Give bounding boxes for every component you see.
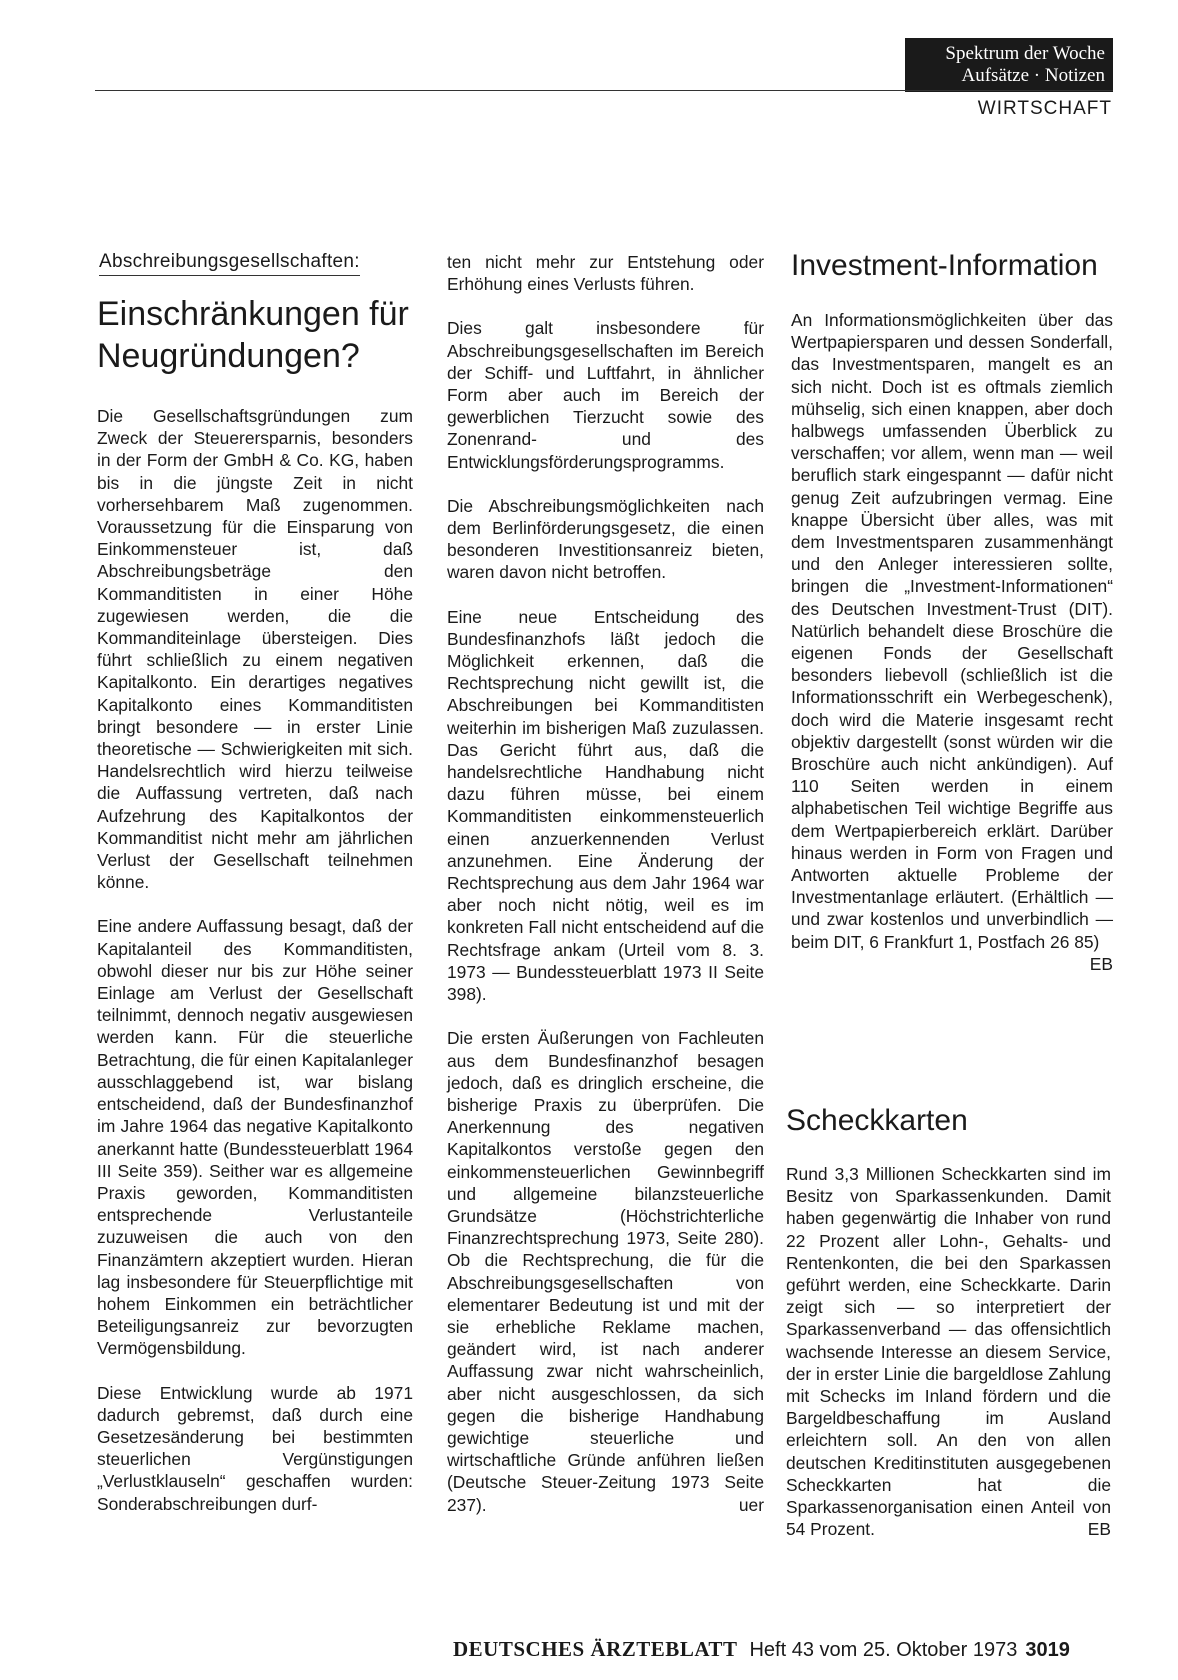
page-footer <box>453 1637 1070 1662</box>
article1-paragraph: Die Abschreibungsmöglichkeiten nach dem Berlinförderungsgesetz, die einen besonderen Investitionsanreiz bieten, waren davon nicht betroffen. <box>447 495 764 583</box>
article1-paragraph: Diese Entwicklung wurde ab 1971 dadurch gebremst, daß durch eine Gesetzesänderung bei bestimmten steuerlichen Vergünstigungen „Verlustklauseln“ geschaffen wurden: Sonderabschreibungen durf- <box>97 1382 413 1514</box>
journal-name: DEUTSCHES ÄRZTEBLATT <box>453 1637 738 1661</box>
article1-column-2 <box>447 251 764 1538</box>
article3-column <box>786 1163 1111 1562</box>
issue-info: Heft 43 vom 25. Oktober 1973 <box>749 1639 1018 1661</box>
article2-body: An Informationsmöglichkeiten über das Wertpapiersparen und dessen Sonderfall, das Investmentsparen, mangelt es an sich nicht. Doch ist es oftmals ziemlich mühselig, sich einen knappen, aber doch halbwegs umfassenden Überblick zu verschaffen; vor allem, wenn man — weil beruflich stark eingespannt — dafür nicht genug Zeit aufzubringen vermag. Eine knappe Übersicht über alles, was mit dem Investmentsparen zusammenhängt und den Anleger interessieren sollte, bringen die „Investment-Informationen“ des Deutschen Investment-Trust (DIT). Natürlich behandelt diese Broschüre die eigenen Fonds der Gesellschaft besonders liebevoll (schließlich ist die Informationsschrift ein Werbegeschenk), doch wird die Materie insgesamt recht objektiv dargestellt (sonst würden wir die Broschüre auch nicht ankündigen). Auf 110 Seiten werden in einem alphabetischen Teil wichtige Begriffe aus dem Wertpapierbereich erklärt. Darüber hinaus werden in Form von Fragen und Antworten aktuelle Probleme der Investmentanlage erläutert. (Erhältlich — und zwar kostenlos und unverbindlich — beim DIT, 6 Frankfurt 1, Postfach 26 85) <box>791 310 1113 952</box>
section-label-line2: Aufsätze · Notizen <box>961 65 1105 86</box>
section-label <box>905 38 1113 92</box>
article2-headline: Investment-Information <box>791 249 1098 282</box>
article1-paragraph: Eine andere Auffassung besagt, daß der Kapitalanteil des Kommanditisten, obwohl dieser nur bis zur Höhe seiner Einlage am Verlust der Gesellschaft teilnimmt, dennoch negativ ausgewiesen werden kann. Für die steuerliche Betrachtung, die für einen Kapitalanleger ausschlaggebend ist, war bislang entscheidend, daß der Bundesfinanzhof im Jahre 1964 das negative Kapitalkonto anerkannt hatte (Bundessteuerblatt 1964 III Seite 359). Seither war es allgemeine Praxis geworden, Kommanditisten entsprechende Verlustanteile zuzuweisen die auch von den Finanzämtern akzeptiert wurden. Hieran lag insbesondere für Steuerpflichtige mit hohem Einkommen ein beträchtlicher Beteiligungsanreiz zur bevorzugten Vermögensbildung. <box>97 916 413 1359</box>
article2-column <box>791 309 1113 975</box>
article3-paragraph <box>786 1163 1111 1540</box>
article1-column-1 <box>97 405 413 1537</box>
article1-kicker: Abschreibungsgesellschaften: <box>99 251 360 276</box>
article1-headline: Einschränkungen für Neugründungen? <box>97 295 409 375</box>
ressort-label: WIRTSCHAFT <box>977 98 1112 119</box>
article1-signature: uer <box>738 1494 764 1515</box>
article1-paragraph: Die Gesellschaftsgründungen zum Zweck der Steuerersparnis, besonders in der Form der GmbH & Co. KG, haben bis in die jüngste Zeit in nicht vorhersehbarem Maß zugenommen. Voraussetzung für die Einsparung von Einkommensteuer ist, daß Abschreibungsbeträge den Kommanditisten in einer Höhe zugewiesen werden, die die Kommanditeinlage übersteigen. Dies führt schließlich zu einem negativen Kapitalkonto. Ein derartiges negatives Kapitalkonto eines Kommanditisten bringt besondere — in erster Linie theoretische — Schwierigkeiten mit sich. Handelsrechtlich wird hierzu teilweise die Auffassung vertreten, daß nach Aufzehrung des Kapitalkontos der Kommanditist nicht mehr am jährlichen Verlust der Gesellschaft teilnehmen könne. <box>97 406 413 893</box>
article2-paragraph <box>791 309 1113 974</box>
article1-paragraph: ten nicht mehr zur Entstehung oder Erhöhung eines Verlusts führen. <box>447 252 764 295</box>
article1-paragraph-text: Die ersten Äußerungen von Fachleuten aus dem Bundesfinanzhof besagen jedoch, daß es dringlich erscheine, die bisherige Praxis zu überprüfen. Die Anerkennung des negativen Kapitalkontos verstoße gegen den einkommensteuerlichen Gewinnbegriff und allgemeine bilanzsteuerliche Grundsätze (Höchstrichterliche Finanzrechtsprechung 1973, Seite 280). Ob die Rechtsprechung, die für die Abschreibungsgesellschaften von elementarer Bedeutung ist und mit der sie erhebliche Reklame machen, geändert wird, ist nach anderer Auffassung zwar nicht wahrscheinlich, aber nicht ausgeschlossen, da sich gegen die bisherige Handhabung gewichtige steuerliche und wirtschaftliche Gründe anführen ließen (Deutsche Steuer-Zeitung 1973 Seite 237). <box>447 1028 764 1515</box>
article2-signature: EB <box>1089 953 1113 974</box>
section-label-line1: Spektrum der Woche <box>945 43 1105 64</box>
page-number: 3019 <box>1025 1639 1070 1661</box>
article1-paragraph: Eine neue Entscheidung des Bundesfinanzhofs läßt jedoch die Möglichkeit erkennen, daß die Rechtsprechung nicht gewillt ist, die Abschreibungen bei Kommanditisten weiterhin im bisherigen Maß zuzulassen. Das Gericht führt aus, daß die handelsrechtliche Handhabung nicht dazu führen müsse, bei einem Kommanditisten einkommensteuerlich einen anzuerkennenden Verlust anzunehmen. Eine Änderung der Rechtsprechung aus dem Jahr 1964 war aber noch nicht nötig, weil es im konkreten Fall nicht entscheidend auf die Rechtsfrage ankam (Urteil vom 8. 3. 1973 — Bundessteuerblatt 1973 II Seite 398). <box>447 606 764 1005</box>
article3-signature: EB <box>1087 1519 1111 1540</box>
article3-headline: Scheckkarten <box>786 1104 968 1137</box>
header-rule <box>95 90 1113 91</box>
article3-body: Rund 3,3 Millionen Scheckkarten sind im Besitz von Sparkassenkunden. Damit haben gegenwärtig die Inhaber von rund 22 Prozent aller Lohn-, Gehalts- und Rentenkonten, die bei den Sparkassen geführt werden, eine Scheckkarte. Darin zeigt sich — so interpretiert der Sparkassenverband — das offensichtlich wachsende Interesse an diesem Service, der in erster Linie die bargeldlose Zahlung mit Schecks im Inland fördern und die Bargeldbeschaffung im Ausland erleichtern soll. An den von allen deutschen Kreditinstituten ausgegebenen Scheckkarten hat die Sparkassenorganisation einen Anteil von 54 Prozent. <box>786 1164 1111 1540</box>
article1-paragraph <box>447 1027 764 1515</box>
article1-paragraph: Dies galt insbesondere für Abschreibungsgesellschaften im Bereich der Schiff- und Luftfahrt, in ähnlicher Form aber auch im Bereich der gewerblichen Tierzucht sowie des Zonenrand- und des Entwicklungsförderungsprogramms. <box>447 318 764 472</box>
